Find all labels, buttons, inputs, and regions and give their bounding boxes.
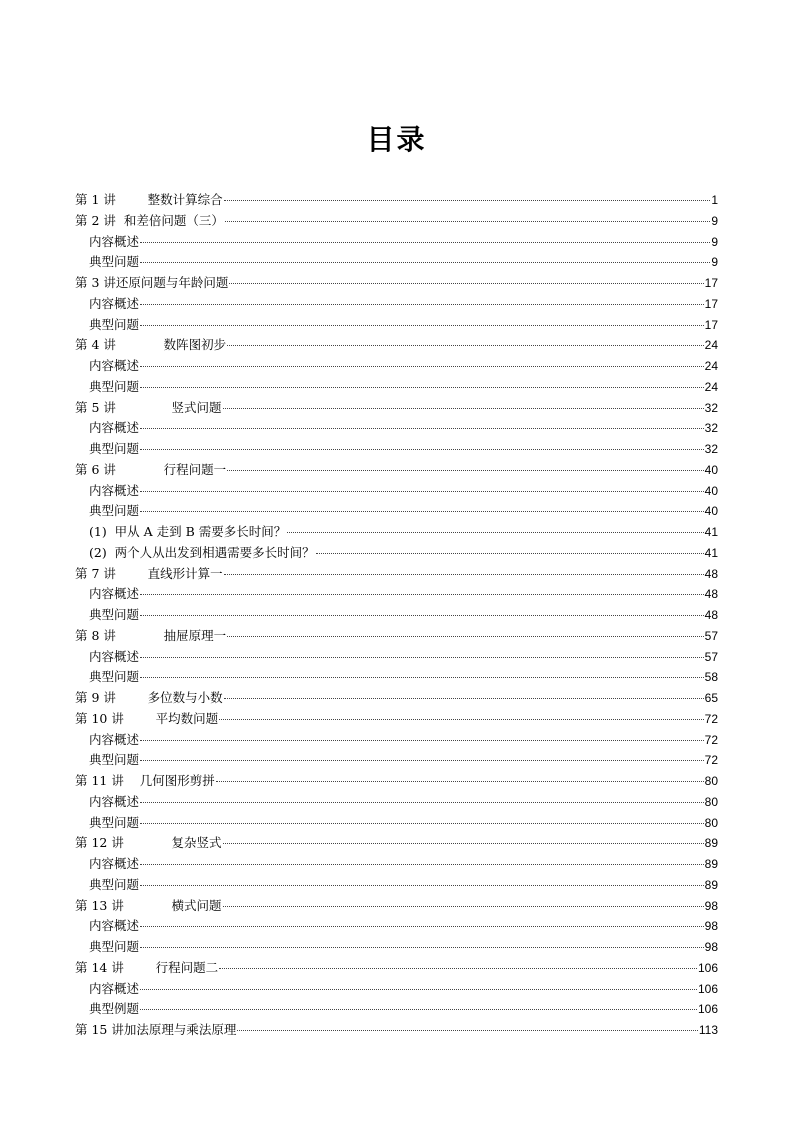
- toc-page-number: 58: [704, 670, 718, 685]
- dot-leader: [140, 657, 704, 658]
- toc-entry-label: 第 15 讲加法原理与乘法原理: [75, 1022, 237, 1037]
- toc-chapter-entry[interactable]: [75, 273, 718, 294]
- dot-leader: [219, 968, 697, 969]
- dot-leader: [223, 906, 704, 907]
- dot-leader: [227, 470, 704, 471]
- toc-entry-label: 内容概述: [89, 295, 140, 311]
- toc-page-number: 48: [704, 566, 718, 581]
- toc-page-number: 32: [704, 421, 718, 436]
- toc-page-number: 40: [704, 462, 718, 477]
- toc-page-number: 80: [704, 774, 718, 788]
- dot-leader: [140, 449, 704, 450]
- dot-leader: [140, 864, 704, 865]
- toc-entry-label: 第 5 讲 竖式问题: [75, 399, 222, 415]
- toc-entry-label: 第 1 讲 整数计算综合: [75, 192, 223, 207]
- toc-entry-label: 内容概述: [89, 358, 140, 373]
- toc-entry-label: 典型问题: [89, 939, 140, 954]
- toc-page-number: 89: [704, 857, 718, 871]
- toc-entry-label: 内容概述: [89, 793, 140, 809]
- toc-chapter-entry[interactable]: [75, 833, 718, 854]
- toc-subentry[interactable]: [75, 667, 718, 688]
- toc-chapter-entry[interactable]: [75, 771, 718, 792]
- toc-subentry[interactable]: [75, 418, 718, 439]
- dot-leader: [140, 947, 704, 948]
- dot-leader: [287, 532, 703, 533]
- toc-subentry[interactable]: [75, 481, 718, 502]
- toc-page-number: 24: [704, 379, 718, 394]
- toc-page-number: 57: [704, 628, 718, 643]
- toc-page-number: 24: [704, 359, 718, 373]
- toc-subentry[interactable]: [75, 792, 718, 813]
- toc-entry-label: 典型问题: [89, 876, 140, 892]
- toc-subentry[interactable]: [75, 750, 718, 771]
- toc-page-number: 48: [704, 608, 718, 622]
- dot-leader: [225, 221, 710, 222]
- toc-entry-label: 第 2 讲 和差倍问题（三）: [75, 212, 224, 228]
- dot-leader: [316, 553, 704, 554]
- toc-page-number: 89: [704, 836, 718, 851]
- dot-leader: [224, 200, 711, 201]
- toc-subentry[interactable]: [75, 377, 718, 398]
- toc-entry-label: 内容概述: [89, 586, 140, 602]
- dot-leader: [140, 1009, 697, 1010]
- toc-page-number: 72: [704, 753, 718, 768]
- dot-leader: [140, 304, 704, 305]
- toc-entry-label: 内容概述: [89, 856, 140, 871]
- toc-page-number: 80: [704, 815, 718, 830]
- toc-chapter-entry[interactable]: [75, 1020, 718, 1041]
- toc-entry-label: 典型问题: [89, 254, 140, 270]
- dot-leader: [140, 387, 704, 388]
- dot-leader: [140, 823, 704, 824]
- toc-subentry[interactable]: [75, 730, 718, 751]
- toc-page-number: 98: [704, 898, 718, 913]
- dot-leader: [223, 408, 704, 409]
- toc-entry-label: 内容概述: [89, 648, 140, 664]
- toc-entry-label: 第 13 讲 横式问题: [75, 897, 222, 913]
- toc-chapter-entry[interactable]: [75, 460, 718, 481]
- toc-subentry[interactable]: [75, 647, 718, 668]
- toc-page-number: 98: [704, 940, 718, 954]
- toc-page-number: 72: [704, 732, 718, 747]
- dot-leader: [216, 781, 704, 782]
- toc-page-number: 9: [711, 255, 718, 270]
- dot-leader: [229, 283, 703, 284]
- toc-page-number: 48: [704, 587, 718, 602]
- toc-chapter-entry[interactable]: [75, 211, 718, 232]
- dot-leader: [140, 926, 704, 927]
- dot-leader: [224, 698, 704, 699]
- dot-leader: [140, 740, 704, 741]
- toc-page-number: 57: [704, 649, 718, 664]
- toc-entry-label: 第 6 讲 行程问题一: [75, 461, 227, 477]
- toc-subentry[interactable]: [75, 999, 718, 1020]
- toc-page-number: 41: [704, 545, 718, 560]
- toc-entry-label: 典型问题: [89, 752, 140, 768]
- toc-page-number: 65: [704, 691, 718, 705]
- toc-subentry[interactable]: [75, 501, 718, 522]
- toc-page-number: 41: [704, 525, 718, 539]
- dot-leader: [140, 511, 704, 512]
- toc-entry-label: (1) 甲从 A 走到 B 需要多长时间？: [89, 524, 287, 539]
- dot-leader: [227, 345, 704, 346]
- dot-leader: [223, 843, 704, 844]
- toc-entry-label: 第 7 讲 直线形计算一: [75, 565, 223, 581]
- toc-chapter-entry[interactable]: [75, 626, 718, 647]
- toc-entry-label: 内容概述: [89, 420, 140, 436]
- dot-leader: [224, 574, 704, 575]
- toc-page-number: 17: [704, 317, 718, 332]
- toc-page-number: 98: [704, 919, 718, 934]
- toc-page-number: 72: [704, 711, 718, 726]
- toc-subentry[interactable]: [75, 937, 718, 958]
- toc-page-number: 17: [704, 296, 718, 311]
- toc-subentry[interactable]: [75, 522, 718, 543]
- toc-entry-label: 典型问题: [89, 378, 140, 394]
- toc-page-number: 106: [697, 960, 718, 975]
- toc-entry-label: 内容概述: [89, 980, 140, 996]
- toc-subentry[interactable]: [75, 584, 718, 605]
- toc-entry-label: 典型问题: [89, 814, 140, 830]
- toc-page-number: 24: [704, 338, 718, 353]
- toc-subentry[interactable]: [75, 543, 718, 564]
- toc-chapter-entry[interactable]: [75, 958, 718, 979]
- toc-title: 目录: [366, 123, 427, 156]
- toc-entry-label: (2) 两个人从出发到相遇需要多长时间？: [89, 544, 315, 560]
- toc-subentry[interactable]: [75, 979, 718, 1000]
- dot-leader: [140, 677, 704, 678]
- dot-leader: [140, 594, 704, 595]
- toc-entry-label: 内容概述: [89, 482, 140, 498]
- toc-entry-label: 内容概述: [89, 731, 140, 747]
- toc-chapter-entry[interactable]: [75, 398, 718, 419]
- toc-chapter-entry[interactable]: [75, 564, 718, 585]
- toc-subentry[interactable]: [75, 315, 718, 336]
- toc-page-number: 106: [697, 1002, 718, 1017]
- dot-leader: [140, 989, 697, 990]
- dot-leader: [140, 615, 704, 616]
- toc-entry-label: 典型问题: [89, 441, 140, 456]
- toc-subentry[interactable]: [75, 252, 718, 273]
- toc-entry-label: 典型问题: [89, 669, 140, 685]
- toc-entry-label: 典型问题: [89, 503, 140, 519]
- toc-entry-label: 内容概述: [89, 918, 140, 934]
- toc-subentry[interactable]: [75, 232, 718, 253]
- toc-entry-label: 典型例题: [89, 1001, 140, 1017]
- toc-page-number: 113: [698, 1023, 718, 1037]
- toc-entry-label: 第 9 讲 多位数与小数: [75, 690, 223, 705]
- toc-chapter-entry[interactable]: [75, 709, 718, 730]
- dot-leader: [140, 262, 710, 263]
- toc-chapter-entry[interactable]: [75, 335, 718, 356]
- toc-page-number: 1: [711, 193, 718, 207]
- dot-leader: [140, 242, 710, 243]
- toc-entry-label: 第 12 讲 复杂竖式: [75, 835, 222, 851]
- toc-entry-label: 第 8 讲 抽屉原理一: [75, 627, 227, 643]
- toc-chapter-entry[interactable]: [75, 896, 718, 917]
- toc-page-number: 9: [711, 213, 718, 228]
- dot-leader: [227, 636, 704, 637]
- toc-entry-label: 第 14 讲 行程问题二: [75, 959, 219, 975]
- dot-leader: [140, 325, 704, 326]
- toc-entry-label: 典型问题: [89, 607, 140, 622]
- table-of-contents: [75, 190, 718, 1041]
- toc-page-number: 40: [704, 504, 718, 519]
- toc-subentry[interactable]: [75, 854, 718, 875]
- dot-leader: [140, 366, 704, 367]
- toc-chapter-entry[interactable]: [75, 190, 718, 211]
- toc-page-number: 80: [704, 794, 718, 809]
- dot-leader: [140, 491, 704, 492]
- toc-page-number: 17: [704, 276, 718, 290]
- toc-subentry[interactable]: [75, 294, 718, 315]
- toc-entry-label: 第 3 讲还原问题与年龄问题: [75, 275, 229, 290]
- dot-leader: [140, 760, 704, 761]
- dot-leader: [140, 428, 704, 429]
- dot-leader: [237, 1030, 698, 1031]
- toc-subentry[interactable]: [75, 356, 718, 377]
- toc-page-number: 9: [711, 234, 718, 249]
- toc-page-number: 40: [704, 483, 718, 498]
- dot-leader: [140, 885, 704, 886]
- dot-leader: [219, 719, 704, 720]
- dot-leader: [140, 802, 704, 803]
- toc-entry-label: 第 4 讲 数阵图初步: [75, 337, 227, 353]
- toc-subentry[interactable]: [75, 605, 718, 626]
- toc-entry-label: 典型问题: [89, 316, 140, 332]
- toc-subentry[interactable]: [75, 439, 718, 460]
- toc-entry-label: 内容概述: [89, 233, 140, 249]
- toc-chapter-entry[interactable]: [75, 688, 718, 709]
- toc-page-number: 32: [704, 400, 718, 415]
- toc-page-number: 32: [704, 442, 718, 456]
- toc-entry-label: 第 10 讲 平均数问题: [75, 710, 219, 726]
- toc-subentry[interactable]: [75, 916, 718, 937]
- toc-page-number: 89: [704, 877, 718, 892]
- toc-page-number: 106: [697, 981, 718, 996]
- toc-entry-label: 第 11 讲 几何图形剪拼: [75, 773, 215, 788]
- toc-subentry[interactable]: [75, 875, 718, 896]
- toc-subentry[interactable]: [75, 813, 718, 834]
